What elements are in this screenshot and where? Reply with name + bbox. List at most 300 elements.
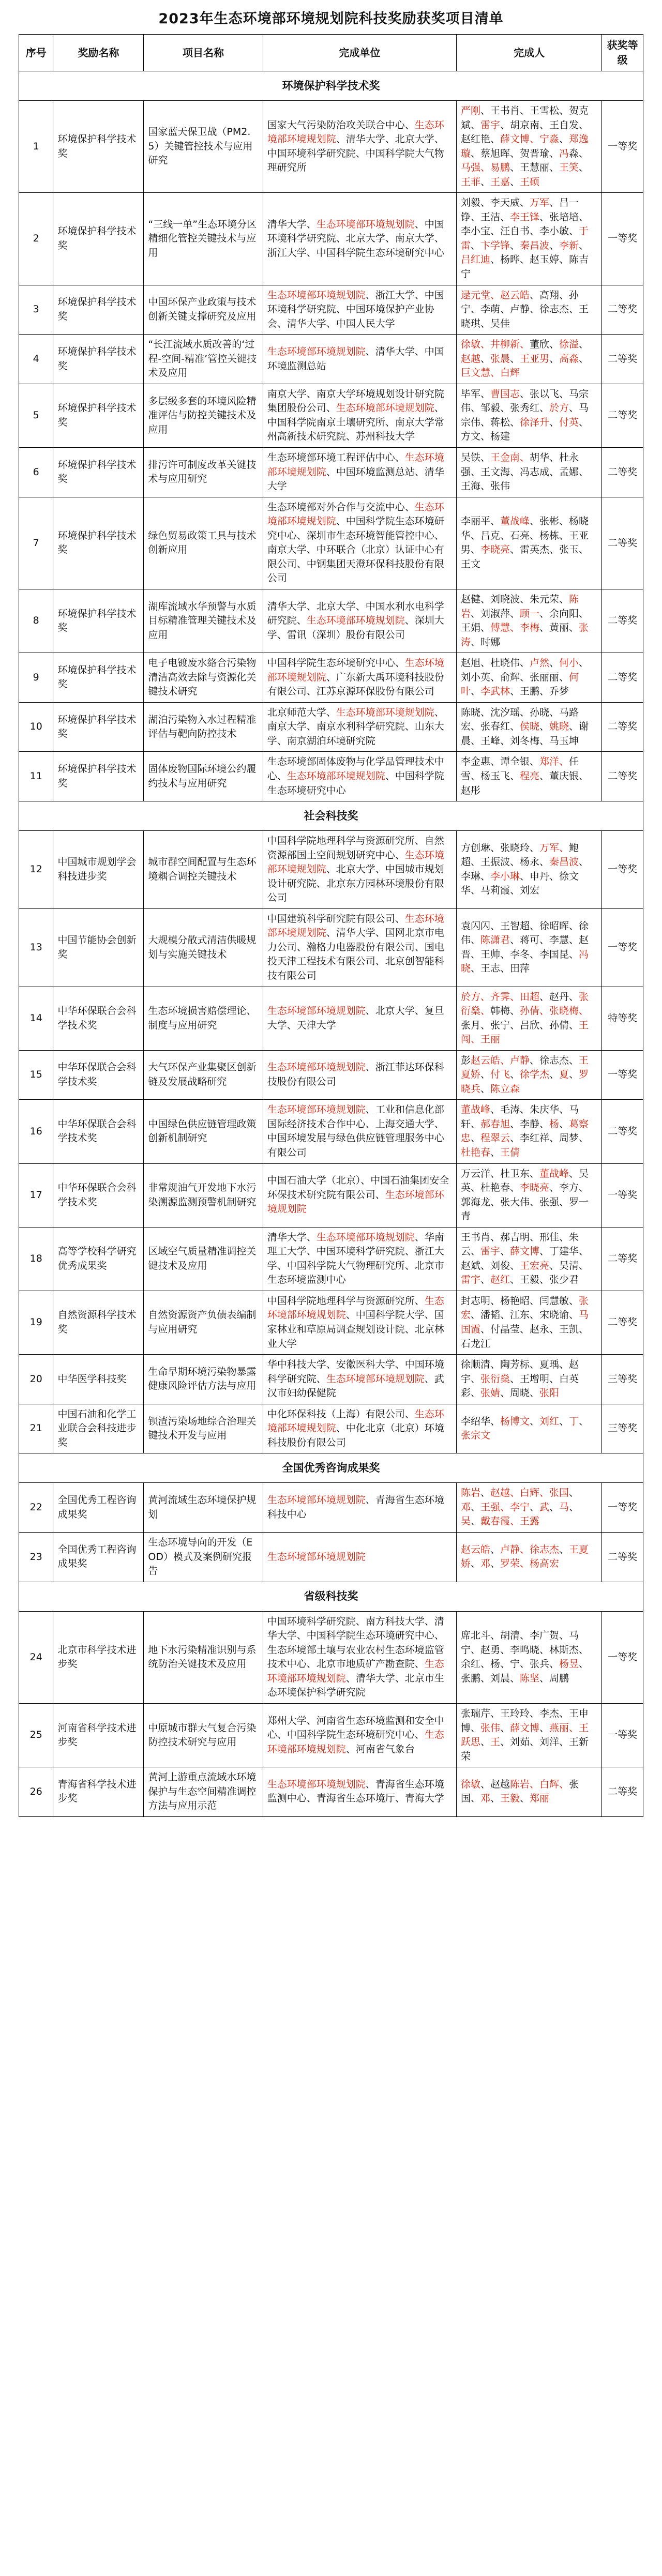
person-segment: 、李方、郭海龙、张大伟、张强、罗一青 <box>460 1182 589 1222</box>
unit-segment: 郑州大学、河南省生态环境监测和安全中心、中国科学院生态环境研究中心、 <box>267 1715 444 1741</box>
person-segment: 、毛涛、朱庆华、马轩、 <box>460 1104 579 1130</box>
person-segment: 郝春旭 <box>480 1118 510 1130</box>
person-segment: 卢静、徐志杰 <box>500 1543 560 1555</box>
unit-segment: 、中国科学院生态环境研究中心 <box>267 770 444 796</box>
person-segment: 秦昌波 <box>520 239 550 251</box>
person-segment: 雷宇 <box>480 119 500 131</box>
person-segment: 顾一 <box>520 608 540 619</box>
cell-award: 全国优秀工程咨询成果奖 <box>53 1483 144 1533</box>
person-segment: 、 <box>470 686 480 698</box>
unit-segment: 生态环境部环境规划院 <box>267 119 444 145</box>
section-title: 环境保护科学技术奖 <box>19 71 643 101</box>
unit-segment: 、中化北京（北京）环境科技股份有限公司 <box>267 1422 444 1448</box>
unit-segment: 、北京大学、中国城市规划设计研究院、北京东方园林环境股份有限公司 <box>267 863 444 904</box>
cell-award: 自然资源科学技术奖 <box>53 1291 144 1354</box>
cell-project: 固体废物国际环境公约履约技术与应用研究 <box>144 752 263 801</box>
cell-people <box>456 908 601 987</box>
person-segment: 、 <box>470 1501 480 1513</box>
section-row <box>19 1582 643 1611</box>
person-segment: 、 <box>510 353 520 365</box>
cell-units <box>263 987 456 1050</box>
cell-units <box>263 335 456 384</box>
unit-segment: 生态环境部环境规划院 <box>267 1189 444 1215</box>
person-segment: 李绍华、 <box>460 1415 500 1427</box>
table-row <box>19 1611 643 1703</box>
cell-units <box>263 653 456 703</box>
person-segment: 董欣、 <box>529 339 559 351</box>
cell-level: 二等奖 <box>602 1100 643 1163</box>
cell-people <box>456 193 601 285</box>
person-segment: 、雷英杰、张玉、王文 <box>460 544 589 570</box>
person-segment: 、 <box>500 1246 510 1257</box>
person-segment: 、王鹏、乔梦 <box>510 686 569 698</box>
cell-project: 生态环境导向的开发（EOD）模式及案例研究报告 <box>144 1533 263 1582</box>
unit-segment: 、中国科学院生态环境研究中心、深圳市生态环境智能管控中心、南京大学、中环联合（北京）认证中心有限公司、中钢集团天澄环保科技股份有限公司 <box>267 516 444 584</box>
person-segment: 杨博文 <box>500 1415 530 1427</box>
unit-segment: 、青海省生态环境监测中心、青海省生态环境厅、青海大学 <box>267 1778 444 1805</box>
cell-award: 环境保护科学技术奖 <box>53 497 144 589</box>
cell-award: 环境保护科学技术奖 <box>53 193 144 285</box>
section-title: 社会科技奖 <box>19 801 643 831</box>
person-segment: 、杨晔、赵玉婷、陈吉宁 <box>460 254 589 280</box>
person-segment: 严刚 <box>460 105 480 116</box>
unit-segment: 、中国科学院大学、国家林业和草原局调查规划设计院、北京林业大学 <box>267 1309 444 1350</box>
cell-project: 大规模分散式清洁供暖规划与实施关键技术 <box>144 908 263 987</box>
unit-segment: 生态环境部环境规划院 <box>336 402 434 414</box>
person-segment: 陈坚 <box>519 1672 539 1684</box>
unit-segment: 、深圳大学、雷讯（深圳）股份有限公司 <box>267 615 444 641</box>
cell-no: 17 <box>19 1163 53 1227</box>
cell-level: 一等奖 <box>602 1050 643 1100</box>
person-segment: 、刘小英、俞辉、张丽丽、 <box>460 657 589 683</box>
person-segment: 、丁建华、赵斌、刘俊、 <box>460 1246 589 1271</box>
person-segment: 陈岩 <box>460 593 579 619</box>
person-segment: 、 <box>549 239 560 251</box>
cell-units <box>263 1227 456 1291</box>
cell-award: 中华环保联合会科学技术奖 <box>53 1163 144 1227</box>
person-segment: 马 <box>559 1501 569 1513</box>
cell-units <box>263 193 456 285</box>
unit-segment: 中国环境科学研究院、南方科技大学、清华大学、中国科学院生态环境研究中心、生态环境部土壤与农业农村生态环境监管技术中心、北京市地质矿产勘查院、 <box>267 1615 444 1670</box>
table-row <box>19 589 643 653</box>
person-segment: 董战峰 <box>500 516 530 527</box>
table-row <box>19 335 643 384</box>
person-segment: 杨高宏 <box>530 1558 560 1570</box>
person-segment: 、 <box>470 1516 480 1527</box>
person-segment: 任雪、杨玉飞、 <box>460 756 579 782</box>
person-segment: 、 <box>579 353 589 365</box>
person-segment: 、 <box>559 1415 569 1427</box>
unit-segment: 生态环境部环境规划院 <box>267 1005 366 1017</box>
cell-level: 一等奖 <box>602 831 643 909</box>
unit-segment: 中国石油大学（北京）、中国石油集团安全环保技术研究院有限公司、 <box>267 1175 449 1201</box>
table-row <box>19 1483 643 1533</box>
cell-no: 6 <box>19 448 53 497</box>
person-segment: 程亮 <box>519 770 539 782</box>
cell-no: 2 <box>19 193 53 285</box>
person-segment: 、 <box>559 133 569 145</box>
cell-no: 25 <box>19 1703 53 1767</box>
cell-units <box>263 908 456 987</box>
person-segment: 付英 <box>559 416 579 428</box>
unit-segment: 清华大学、 <box>267 1231 317 1243</box>
person-segment: 韩梅、 <box>490 1005 520 1017</box>
cell-units <box>263 384 456 447</box>
cell-project: 非常规油气开发地下水污染溯源监测预警机制研究 <box>144 1163 263 1227</box>
header-project: 项目名称 <box>144 35 263 71</box>
person-segment: 丁 <box>569 1415 579 1427</box>
cell-people <box>456 101 601 193</box>
cell-no: 21 <box>19 1404 53 1453</box>
person-segment: 雷宇 <box>480 1246 500 1257</box>
person-segment: 、 <box>520 1793 530 1805</box>
cell-award: 中国城市规划学会科技进步奖 <box>53 831 144 909</box>
person-segment: 、时娜 <box>470 636 500 648</box>
unit-segment: 、青海省生态环境科技中心 <box>267 1494 444 1520</box>
unit-segment: 、武汉市妇幼保健院 <box>267 1373 444 1399</box>
cell-award: 环境保护科学技术奖 <box>53 752 144 801</box>
person-segment: 、王慧丽、 <box>509 162 559 174</box>
person-segment: 王菲 <box>460 176 480 188</box>
table-row <box>19 448 643 497</box>
person-segment: 王 <box>490 1736 501 1748</box>
cell-award: 高等学校科学研究优秀成果奖 <box>53 1227 144 1291</box>
cell-level: 二等奖 <box>602 1533 643 1582</box>
cell-award: 青海省科学技术进步奖 <box>53 1767 144 1817</box>
table-row <box>19 1227 643 1291</box>
cell-project: 绿色贸易政策工具与技术创新应用 <box>144 497 263 589</box>
cell-project: 国家蓝天保卫战（PM2.5）关键管控技术与应用研究 <box>144 101 263 193</box>
unit-segment: 、北京大学、复旦大学、天津大学 <box>267 1005 444 1031</box>
unit-segment: 生态环境部环境规划院 <box>267 913 444 939</box>
unit-segment: 生态环境部环境规划院 <box>267 1104 366 1116</box>
cell-units <box>263 1483 456 1533</box>
unit-segment: 、清华大学、国网北京市电力公司、瀚格力电器股份有限公司、国电投天津工程技术有限公司、北京创智能科技有限公司 <box>267 927 444 981</box>
cell-units <box>263 702 456 752</box>
person-segment: 方创琳、张晓玲、 <box>460 842 539 854</box>
unit-segment: 生态环境部环境规划院 <box>267 452 444 478</box>
person-segment: 、 <box>490 1147 500 1158</box>
unit-segment: 、清华大学、北京市生态环境保护科学研究院 <box>267 1672 444 1699</box>
person-segment: 郑洋、 <box>539 756 569 768</box>
person-segment: 王硕 <box>520 176 540 188</box>
person-segment: 、 <box>569 1501 579 1513</box>
cell-award: 河南省科学技术进步奖 <box>53 1703 144 1767</box>
person-segment: 、黄丽、 <box>539 622 579 634</box>
person-segment: 巨文慧 <box>460 367 490 379</box>
section-title: 全国优秀咨询成果奖 <box>19 1453 643 1483</box>
unit-segment: 生态环境部固体废物与化学品管理技术中心、 <box>267 756 444 782</box>
person-segment: 陈立森 <box>490 1083 520 1095</box>
award-table <box>19 34 643 1817</box>
table-row <box>19 1100 643 1163</box>
person-segment: 董战峰 <box>539 1168 569 1179</box>
person-segment: 邓 <box>480 1793 490 1805</box>
cell-units <box>263 497 456 589</box>
person-segment: 、 <box>490 1543 500 1555</box>
person-segment: 、 <box>549 416 560 428</box>
person-segment: 逯元堂 <box>460 289 490 301</box>
person-segment: 、 <box>539 721 550 733</box>
cell-project: 湖库流域水华预警与水质目标精准管理关键技术及应用 <box>144 589 263 653</box>
person-segment: 张衍燊 <box>480 1373 510 1385</box>
person-segment: 董战峰 <box>460 1104 490 1116</box>
person-segment: 侯晓 <box>519 721 539 733</box>
person-segment: 、 <box>579 1415 589 1427</box>
cell-level: 一等奖 <box>602 908 643 987</box>
person-segment: 徐敏 <box>460 1778 480 1790</box>
cell-units <box>263 285 456 335</box>
unit-segment: 生态环境部环境规划院 <box>267 1062 366 1073</box>
unit-segment: 生态环境部环境规划院 <box>306 615 405 627</box>
person-segment: 於方、齐霁、 <box>460 991 520 1003</box>
unit-segment: 、浙江菲达环保科技股份有限公司 <box>267 1062 444 1088</box>
cell-award: 中华环保联合会科学技术奖 <box>53 1100 144 1163</box>
person-segment: 徐敏、井柳新、 <box>460 339 530 351</box>
table-row <box>19 908 643 987</box>
person-segment: 李丽平、 <box>460 516 500 527</box>
table-row <box>19 1163 643 1227</box>
person-segment: 邓 <box>460 1501 471 1513</box>
cell-no: 3 <box>19 285 53 335</box>
person-segment: 李新 <box>559 239 579 251</box>
cell-level: 二等奖 <box>602 497 643 589</box>
cell-level: 二等奖 <box>602 1227 643 1291</box>
unit-segment: 华中科技大学、安徽医科大学、中国环境科学研究院、 <box>267 1359 444 1385</box>
cell-units <box>263 1163 456 1227</box>
person-segment: 郑丽 <box>530 1793 550 1805</box>
section-row <box>19 801 643 831</box>
person-segment: 高淼 <box>559 353 579 365</box>
person-segment: 吴 <box>460 1516 471 1527</box>
unit-segment: 生态环境部环境规划院 <box>267 289 366 301</box>
unit-segment: 生态环境部环境规划院 <box>316 1231 415 1243</box>
cell-project: 大气环保产业集聚区创新链及发展战略研究 <box>144 1050 263 1100</box>
table-row <box>19 702 643 752</box>
unit-segment: 、广东新大禹环境科技股份有限公司、江苏京源环保股份有限公司 <box>267 671 444 698</box>
person-segment: 曹国志 <box>490 388 520 400</box>
person-segment: 万军 <box>529 197 549 209</box>
person-segment: 何小 <box>559 657 579 669</box>
person-segment: 、王增明、白英彩、 <box>460 1373 579 1399</box>
cell-no: 1 <box>19 101 53 193</box>
table-row <box>19 1533 643 1582</box>
table-row <box>19 653 643 703</box>
cell-level: 一等奖 <box>602 1611 643 1703</box>
person-segment: 、赵云皓 <box>490 289 530 301</box>
table-row <box>19 752 643 801</box>
cell-no: 8 <box>19 589 53 653</box>
cell-project: 城市群空间配置与生态环境耦合调控关键技术 <box>144 831 263 909</box>
unit-segment: 中化环保科技（上海）有限公司、 <box>267 1408 415 1420</box>
person-segment: 、 <box>559 1118 569 1130</box>
cell-no: 16 <box>19 1100 53 1163</box>
person-segment: 李王锋 <box>509 211 539 223</box>
person-segment: 席北斗、胡清、李广贺、马宁、赵勇、李鸣晓、林斯杰、余红、杨、宁、张兵、 <box>460 1630 589 1670</box>
cell-no: 9 <box>19 653 53 703</box>
section-title: 省级科技奖 <box>19 1582 643 1611</box>
person-segment: 、 <box>470 239 480 251</box>
table-row <box>19 1404 643 1453</box>
person-segment: 卞学锋 <box>480 239 510 251</box>
cell-no: 15 <box>19 1050 53 1100</box>
cell-people <box>456 702 601 752</box>
cell-units <box>263 1533 456 1582</box>
cell-no: 18 <box>19 1227 53 1291</box>
cell-units <box>263 1100 456 1163</box>
person-segment: 王倩 <box>500 1147 520 1158</box>
unit-segment: 生态环境部环境规划院 <box>267 1729 444 1755</box>
cell-no: 20 <box>19 1355 53 1404</box>
cell-level: 一等奖 <box>602 193 643 285</box>
person-segment: 陈岩、白辉、 <box>510 1778 569 1790</box>
person-segment: 、高翔、孙宁、李萌、卢静、徐志杰、王晓琪、吴佳 <box>460 289 589 329</box>
cell-no: 24 <box>19 1611 53 1703</box>
cell-no: 5 <box>19 384 53 447</box>
person-segment: 、蒋可、李慧、赵晋、王帅、李冬、李国昆、 <box>460 934 589 960</box>
table-row <box>19 1355 643 1404</box>
person-segment: 冯 <box>559 147 569 159</box>
person-segment: 徐学杰 <box>520 1069 550 1081</box>
person-segment: 吕红迪 <box>460 254 490 266</box>
person-segment: 赵越、白辉、张国 <box>490 1487 569 1499</box>
person-segment: 陈晓、沈汐瑶、孙晓、马路宏、张春红、 <box>460 706 579 733</box>
person-segment: 张婧 <box>480 1387 500 1399</box>
person-segment: 王露 <box>520 1516 540 1527</box>
table-row <box>19 1050 643 1100</box>
unit-segment: 中国科学院地理科学与资源研究所、 <box>267 1295 425 1307</box>
person-segment: 孙倩、张晓梅、 <box>520 1005 589 1017</box>
cell-people <box>456 1703 601 1767</box>
person-segment: 鲍超、王振波、杨永、 <box>460 842 579 868</box>
cell-people <box>456 589 601 653</box>
person-segment: 郑逸璇 <box>460 133 589 159</box>
header-units: 完成单位 <box>263 35 456 71</box>
person-segment: 、 <box>480 1487 490 1499</box>
person-segment: 、 <box>559 1543 569 1555</box>
cell-project: 电子电镀废水絡合污染物清洁高效去除与资源化关键技术研究 <box>144 653 263 703</box>
cell-level: 二等奖 <box>602 653 643 703</box>
cell-level: 二等奖 <box>602 1767 643 1817</box>
unit-segment: 清华大学、北京大学、中国水利水电科学研究院、 <box>267 600 444 627</box>
person-segment: 王宏亮 <box>519 1260 549 1271</box>
person-segment: 邓 <box>480 1558 491 1570</box>
unit-segment: 北京师范大学、 <box>267 706 336 718</box>
person-segment: 、 <box>470 1132 480 1144</box>
person-segment: 张瑞芹、王玲玲、李杰、王申博、 <box>460 1707 589 1734</box>
cell-no: 4 <box>19 335 53 384</box>
unit-segment: 生态环境部环境规划院 <box>267 1494 366 1506</box>
cell-people <box>456 1611 601 1703</box>
person-segment: 薛文博、宁淼 <box>500 133 559 145</box>
person-segment: 王金南、 <box>490 452 530 464</box>
unit-segment: 生态环境部环境规划院 <box>267 1778 366 1790</box>
person-segment: 、 <box>470 1558 480 1570</box>
table-row <box>19 1291 643 1354</box>
person-segment: 王夏娇 <box>460 1054 589 1081</box>
person-segment: 张衍燊、 <box>460 991 589 1017</box>
person-segment: 王嘉 <box>490 176 510 188</box>
person-segment: 、 <box>530 1501 540 1513</box>
person-segment: 张宗文 <box>460 1430 490 1442</box>
cell-level: 特等奖 <box>602 987 643 1050</box>
person-segment: 杨昱 <box>559 1658 579 1670</box>
person-segment: 、张彬、杨晓华、吕克、石亮、杨栋、王亚男、 <box>460 516 589 556</box>
cell-award: 中国节能协会创新奖 <box>53 908 144 987</box>
person-segment: 、刘茹、刘洋、王新荣 <box>460 1736 589 1762</box>
person-segment: 、 <box>500 1722 510 1734</box>
person-segment: 罗晓兵 <box>460 1069 589 1095</box>
person-segment: 杨 <box>549 1118 560 1130</box>
cell-award: 环境保护科学技术奖 <box>53 335 144 384</box>
person-segment: 万军、 <box>539 842 569 854</box>
cell-no: 19 <box>19 1291 53 1354</box>
cell-people <box>456 1163 601 1227</box>
person-segment: 胡华、杜永强、王文海、冯志成、孟娜、王海、张伟 <box>460 452 589 492</box>
person-segment: 王亚男 <box>520 353 550 365</box>
person-segment: 、 <box>539 1722 550 1734</box>
person-segment: 、 <box>490 1793 501 1805</box>
unit-segment: 生态环境部环境工程评估中心、 <box>267 452 405 464</box>
person-segment: 、付晶莹、赵永、王凯、石龙江 <box>460 1324 589 1350</box>
cell-people <box>456 1227 601 1291</box>
cell-level: 二等奖 <box>602 448 643 497</box>
cell-no: 10 <box>19 702 53 752</box>
person-segment: 、谢晨、王峰、刘冬梅、马玉坤 <box>460 721 589 747</box>
unit-segment: 生态环境部环境规划院 <box>316 218 415 230</box>
person-segment: 戴春霞、 <box>480 1516 520 1527</box>
cell-people <box>456 384 601 447</box>
cell-units <box>263 589 456 653</box>
person-segment: 李晓亮 <box>480 544 510 556</box>
unit-segment: 生态环境部环境规划院 <box>267 1408 444 1434</box>
unit-segment: 生态环境部环境规划院 <box>336 706 434 718</box>
person-segment: 毕军、 <box>460 388 490 400</box>
person-segment: 、 <box>549 657 560 669</box>
person-segment: 、 <box>480 1069 490 1081</box>
person-segment: 王闯、王丽 <box>460 1019 589 1045</box>
person-segment: 徐溢 <box>559 339 579 351</box>
person-segment: 、申丹、徐文华、马莉霞、刘宏 <box>460 870 579 897</box>
person-segment: 、赵丹、 <box>539 991 579 1003</box>
header-award: 奖励名称 <box>53 35 144 71</box>
person-segment: 赵云皓、卢静 <box>470 1054 530 1066</box>
cell-award: 中国石油和化学工业联合会科技进步奖 <box>53 1404 144 1453</box>
cell-people <box>456 1767 601 1817</box>
cell-people <box>456 1483 601 1533</box>
person-segment: 秦昌波 <box>549 856 579 868</box>
person-segment: 傅慧、李梅 <box>490 622 539 634</box>
person-segment: 冯晓 <box>460 948 589 975</box>
person-segment: 马国霞 <box>460 1309 589 1336</box>
cell-people <box>456 497 601 589</box>
cell-level: 二等奖 <box>602 752 643 801</box>
person-segment: 王强、李宁 <box>480 1501 530 1513</box>
cell-project: 生态环境损害赔偿理论、制度与应用研究 <box>144 987 263 1050</box>
person-segment: 彭 <box>460 1054 471 1066</box>
section-row <box>19 1453 643 1483</box>
person-segment: 张宏 <box>460 1295 589 1321</box>
unit-segment: 南京大学、南京大学环境规划设计研究院集团股份公司、 <box>267 388 444 414</box>
person-segment: 、刘淑萍、 <box>470 608 520 619</box>
cell-award: 中华环保联合会科学技术奖 <box>53 987 144 1050</box>
person-segment: 于雷 <box>460 225 589 251</box>
person-segment: 夏 <box>559 1069 569 1081</box>
cell-units <box>263 831 456 909</box>
person-segment: 、 <box>549 353 560 365</box>
cell-award: 环境保护科学技术奖 <box>53 653 144 703</box>
cell-no: 14 <box>19 987 53 1050</box>
